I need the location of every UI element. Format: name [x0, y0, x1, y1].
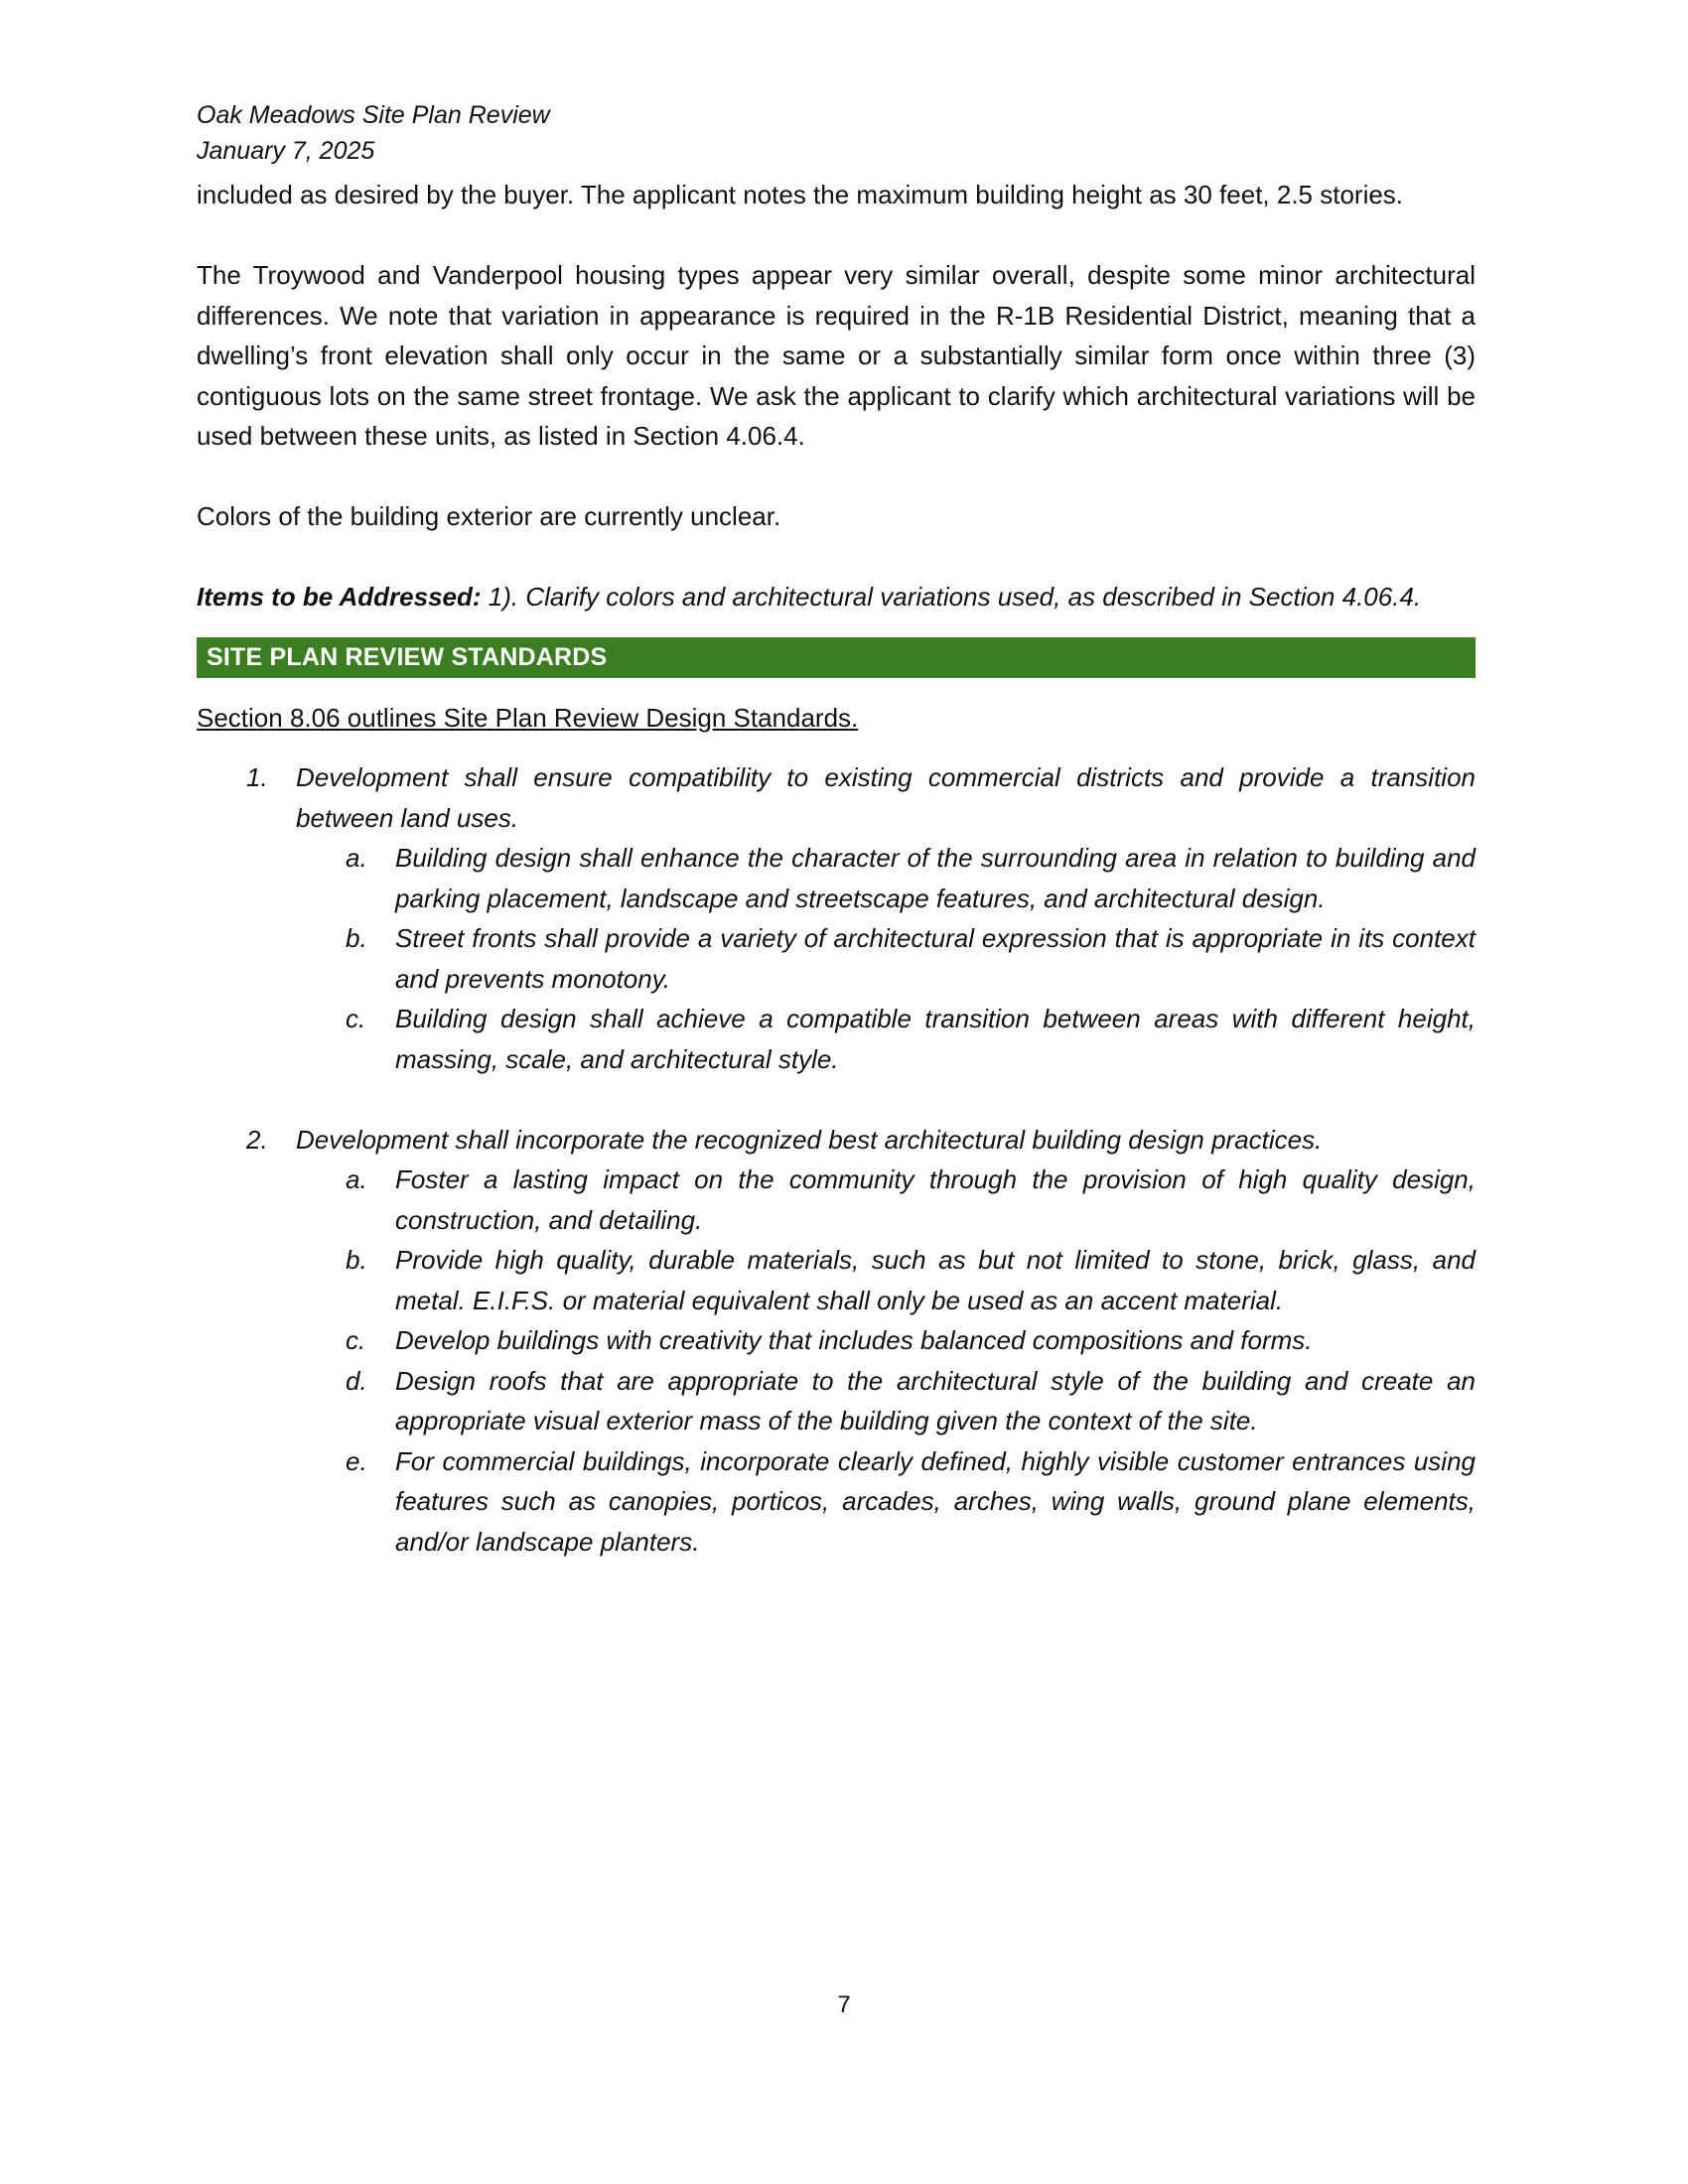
standards-list: [197, 757, 1476, 1562]
list-letter: c.: [346, 1325, 366, 1355]
sub-item: [197, 838, 1476, 918]
sub-item: [197, 1160, 1476, 1240]
list-item-text: Development shall ensure compatibility to existing commercial districts and provide a transition between land uses.: [296, 762, 1476, 833]
sub-item-text: For commercial buildings, incorporate clearly defined, highly visible customer entrances using features such as canopies, porticos, arcades, arches, wing walls, ground plane elements, and/or landscape planters.: [395, 1445, 1476, 1557]
items-to-address: [197, 577, 1476, 617]
list-letter: a.: [346, 1164, 367, 1194]
list-letter: e.: [346, 1445, 367, 1476]
sub-item-text: Design roofs that are appropriate to the architectural style of the building and create an appropriate visual exterior mass of the building given the context of the site.: [395, 1365, 1476, 1435]
paragraph-colors: Colors of the building exterior are currently unclear.: [197, 501, 781, 531]
section-intro: Section 8.06 outlines Site Plan Review Design Standards.: [197, 702, 859, 733]
page-number: 7: [837, 1991, 851, 2018]
sub-item-text: Building design shall enhance the character of the surrounding area in relation to building and parking placement, landscape and streetscape features, and architectural design.: [395, 843, 1476, 913]
list-letter: b.: [346, 1245, 367, 1275]
items-to-address-text: 1). Clarify colors and architectural variations used, as described in Section 4.06.4.: [481, 582, 1422, 612]
sub-item: [197, 918, 1476, 999]
sub-item-text: Building design shall achieve a compatible transition between areas with different height, massing, scale, and architectural style.: [395, 1004, 1476, 1074]
sub-item: [197, 1320, 1476, 1361]
list-item-text: Development shall incorporate the recognized best architectural building design practices.: [296, 1124, 1323, 1155]
items-to-address-label: Items to be Addressed:: [197, 582, 482, 612]
list-number: 1.: [246, 762, 268, 792]
sub-item: [197, 1441, 1476, 1563]
paragraph-housing-variation: The Troywood and Vanderpool housing types appear very similar overall, despite some minor architectural differences. We note that variation in appearance is required in the R-1B Residential District, meaning that a dwelling’s front elevation shall only occur in the same or a substantially similar form once within three (3) contiguous lots on the same street frontage. We ask the applicant to clarify which architectural variations will be used between these units, as listed in Section 4.06.4.: [197, 260, 1476, 451]
sub-item: [197, 999, 1476, 1079]
running-header: [197, 97, 1476, 169]
list-letter: c.: [346, 1004, 366, 1033]
header-date: January 7, 2025: [197, 137, 375, 165]
list-letter: b.: [346, 923, 367, 953]
list-letter: a.: [346, 843, 367, 873]
sub-item: [197, 1240, 1476, 1320]
list-number: 2.: [246, 1124, 268, 1155]
sub-item-text: Foster a lasting impact on the community through the provision of high quality design, construction, and detailing.: [395, 1164, 1476, 1235]
standard-item-2: [197, 1120, 1476, 1563]
sub-item-text: Develop buildings with creativity that includes balanced compositions and forms.: [395, 1325, 1313, 1355]
sub-item-text: Street fronts shall provide a variety of architectural expression that is appropriate in its context and prevents monotony.: [395, 923, 1476, 994]
standard-item-1: [197, 757, 1476, 1079]
header-title: Oak Meadows Site Plan Review: [197, 101, 550, 129]
sub-item-text: Provide high quality, durable materials, such as but not limited to stone, brick, glass, and metal. E.I.F.S. or material equivalent shall only be used as an accent material.: [395, 1245, 1476, 1315]
list-letter: d.: [346, 1365, 367, 1396]
document-page: [197, 97, 1476, 1562]
paragraph-building-height: included as desired by the buyer. The applicant notes the maximum building height as 30 feet, 2.5 stories.: [197, 180, 1404, 209]
sub-item: [197, 1361, 1476, 1441]
section-heading-bar: SITE PLAN REVIEW STANDARDS: [197, 637, 1476, 678]
